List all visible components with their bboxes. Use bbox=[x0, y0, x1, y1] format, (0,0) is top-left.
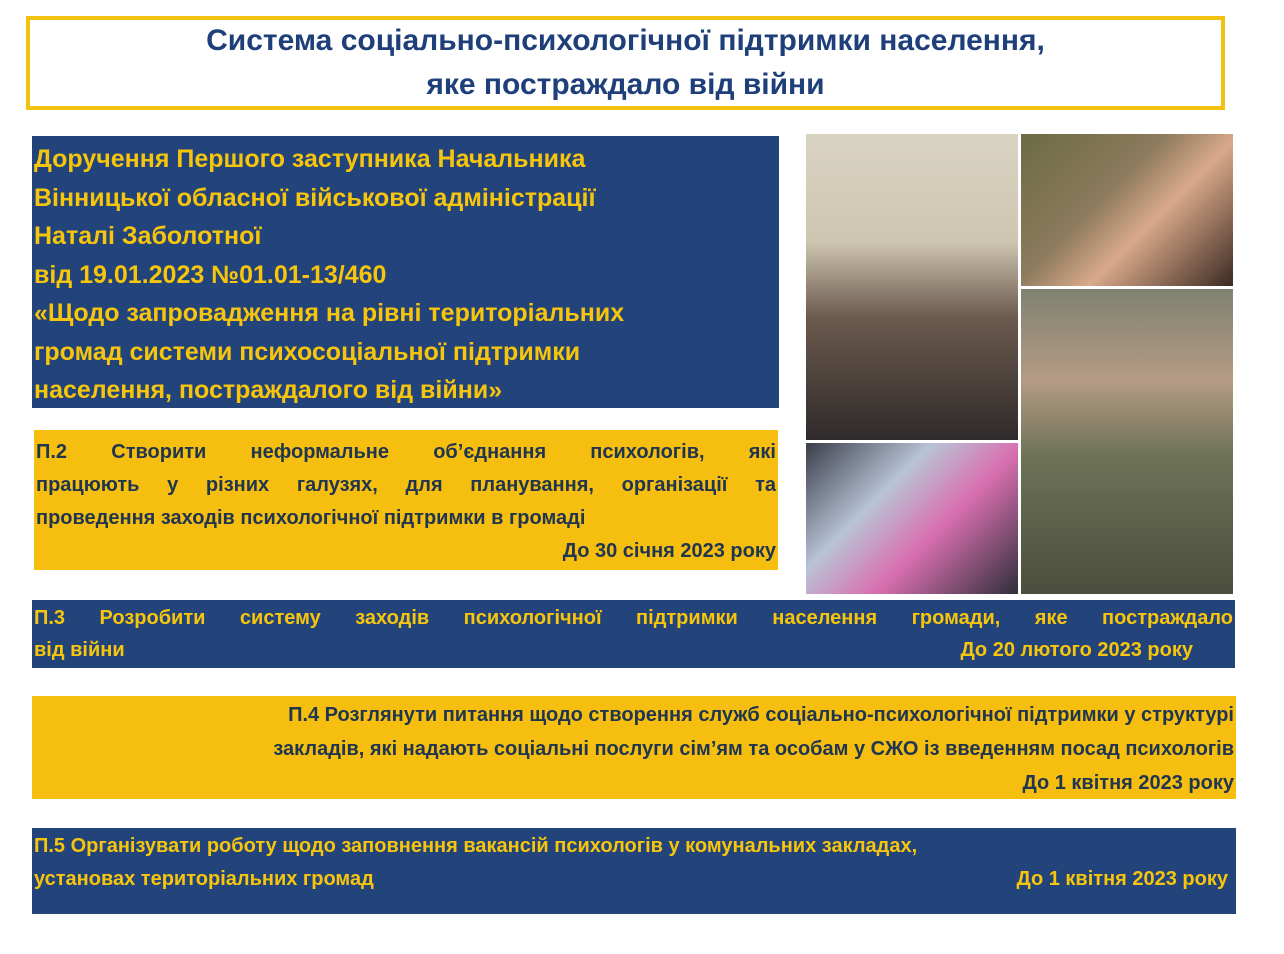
p5-deadline: До 1 квітня 2023 року bbox=[1016, 868, 1228, 890]
p3-line-2: від війни bbox=[34, 639, 125, 661]
title-line-2: яке постраждало від війни bbox=[426, 68, 825, 101]
item-p5 bbox=[32, 828, 1236, 914]
title-line-1: Система соціально-психологічної підтримки населення, bbox=[206, 24, 1045, 57]
item-p2 bbox=[34, 430, 778, 570]
p5-line-2-row bbox=[34, 863, 1228, 896]
p5-line-1: П.5 Організувати роботу щодо заповнення вакансій психологів у комунальних закладах, bbox=[34, 835, 918, 857]
p2-line-1: П.2 Створити неформальне об’єднання психологів, які bbox=[36, 441, 776, 463]
photo-soldier-embrace bbox=[1021, 134, 1233, 286]
p4-deadline: До 1 квітня 2023 року bbox=[1022, 772, 1234, 794]
item-p4 bbox=[32, 696, 1236, 799]
p5-line-2: установах територіальних громад bbox=[34, 868, 374, 890]
p2-deadline: До 30 січня 2023 року bbox=[562, 540, 776, 562]
item-p3 bbox=[32, 600, 1235, 668]
decree-line: від 19.01.2023 №01.01-13/460 bbox=[34, 260, 387, 289]
p4-line-2: закладів, які надають соціальні послуги сім’ям та особам у СЖО із введенням посад психологів bbox=[273, 738, 1234, 760]
photo-children-crowd bbox=[806, 443, 1018, 594]
page-title bbox=[26, 16, 1225, 110]
decree-line: громад системи психосоціальної підтримки bbox=[34, 337, 581, 366]
p3-line-2-row bbox=[34, 634, 1233, 666]
p3-deadline: До 20 лютого 2023 року bbox=[960, 639, 1193, 661]
p2-line-3: проведення заходів психологічної підтримки в громаді bbox=[36, 507, 586, 529]
decree-line: «Щодо запровадження на рівні територіальних bbox=[34, 299, 625, 327]
decree-line: Наталі Заболотної bbox=[34, 222, 262, 250]
photo-soldiers-parade bbox=[1021, 289, 1233, 594]
decree-line: Доручення Першого заступника Начальника bbox=[34, 145, 586, 173]
decree-line: населення, постраждалого від війни» bbox=[34, 376, 503, 404]
decree-line: Вінницької обласної військової адміністрації bbox=[34, 183, 596, 212]
p2-line-2: працюють у різних галузях, для планування, організації та bbox=[36, 474, 776, 496]
decree-block bbox=[32, 136, 779, 408]
p3-line-1: П.3 Розробити систему заходів психологічної підтримки населення громади, яке постраждало bbox=[34, 607, 1233, 629]
photo-audience-hall bbox=[806, 134, 1018, 440]
p4-line-1: П.4 Розглянути питання щодо створення служб соціально-психологічної підтримки у структурі bbox=[288, 704, 1234, 726]
